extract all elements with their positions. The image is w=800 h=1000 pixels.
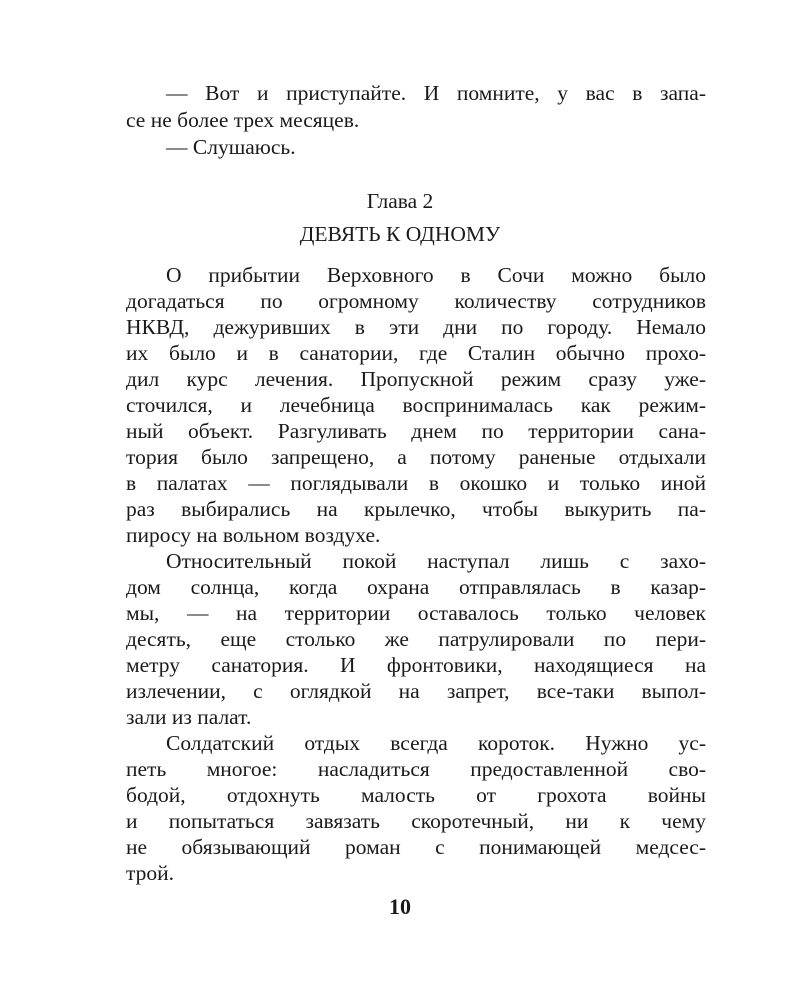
paragraph-line: бодой, отдохнуть малость от грохота войны bbox=[126, 783, 706, 807]
page-number: 10 bbox=[389, 894, 411, 919]
paragraph-line: НКВД, дежуривших в эти дни по городу. Немало bbox=[126, 315, 706, 339]
paragraph-line: излечении, с оглядкой на запрет, все-таки выпол- bbox=[126, 679, 706, 703]
paragraph-line: сточился, и лечебница воспринималась как режим- bbox=[126, 393, 706, 417]
paragraph-line: не обязывающий роман с понимающей медсес- bbox=[126, 835, 706, 859]
chapter-title: ДЕВЯТЬ К ОДНОМУ bbox=[299, 222, 501, 246]
paragraph-line: метру санатория. И фронтовики, находящиеся на bbox=[126, 653, 706, 677]
paragraph-line: их было и в санатории, где Сталин обычно прохо- bbox=[126, 341, 706, 365]
paragraph-line: Солдатский отдых всегда короток. Нужно ус- bbox=[166, 731, 706, 755]
paragraph-line: дом солнца, когда охрана отправлялась в казар- bbox=[126, 575, 706, 599]
paragraph-line: зали из палат. bbox=[126, 705, 252, 729]
paragraph-line: раз выбирались на крылечко, чтобы выкурить па- bbox=[126, 497, 706, 521]
paragraph-line: догадаться по огромному количеству сотрудников bbox=[126, 289, 706, 313]
paragraph-line: Относительный покой наступал лишь с захо- bbox=[166, 549, 706, 573]
paragraph-line: петь многое: насладиться предоставленной сво- bbox=[126, 757, 706, 781]
paragraph-line: и попытаться завязать скоротечный, ни к чему bbox=[126, 809, 706, 833]
paragraph-line: О прибытии Верховного в Сочи можно было bbox=[166, 263, 706, 287]
dialogue-line: — Вот и приступайте. И помните, у вас в запа- bbox=[166, 81, 706, 105]
paragraph-line: ный объект. Разгуливать днем по территории сана- bbox=[126, 419, 706, 443]
paragraph-line: дил курс лечения. Пропускной режим сразу уже- bbox=[126, 367, 706, 391]
dialogue-line: се не более трех месяцев. bbox=[126, 108, 360, 132]
paragraph-line: в палатах — поглядывали в окошко и только иной bbox=[126, 471, 706, 495]
chapter-label: Глава 2 bbox=[366, 189, 434, 213]
paragraph-line: пиросу на вольном воздухе. bbox=[126, 523, 381, 547]
paragraph-line: трой. bbox=[126, 861, 175, 885]
paragraph-line: тория было запрещено, а потому раненые отдыхали bbox=[126, 445, 706, 469]
paragraph-line: мы, — на территории оставалось только человек bbox=[126, 601, 706, 625]
paragraph-line: десять, еще столько же патрулировали по пери- bbox=[126, 627, 706, 651]
dialogue-line: — Слушаюсь. bbox=[166, 135, 296, 159]
